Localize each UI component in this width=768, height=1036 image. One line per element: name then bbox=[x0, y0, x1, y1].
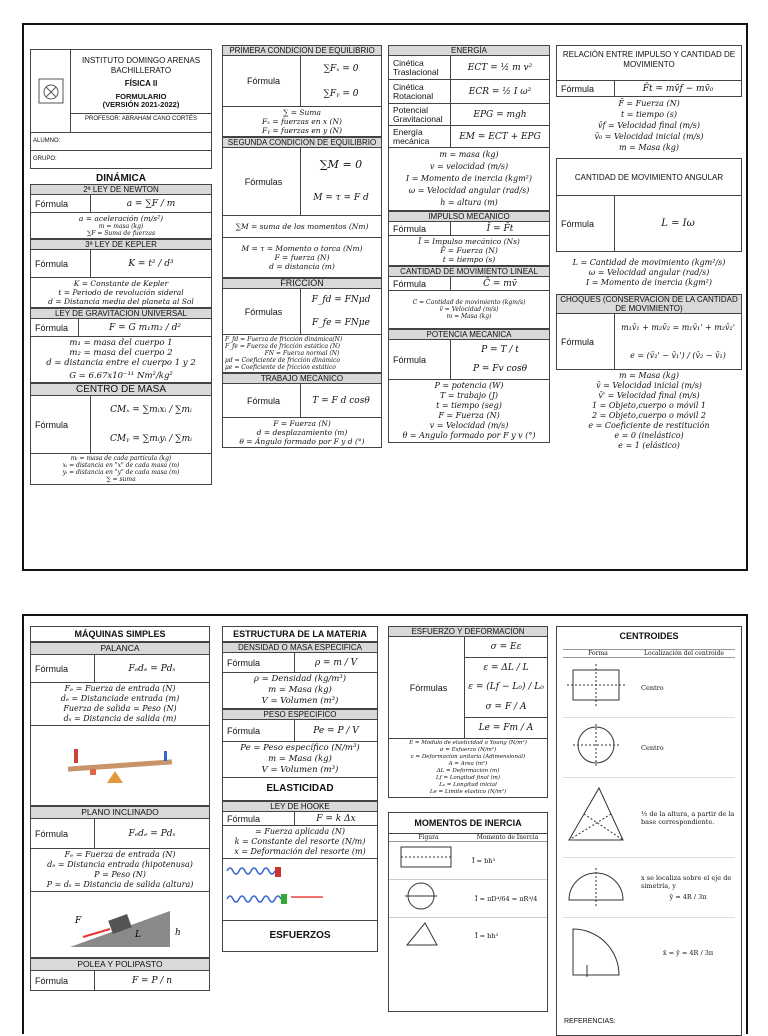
formula-label: Fórmula bbox=[557, 314, 615, 369]
newton2-formula: a = ∑F / m bbox=[126, 198, 176, 209]
esfuerzo-f0: σ = Eε bbox=[465, 637, 547, 658]
palanca-diagram bbox=[30, 726, 210, 806]
palanca-notes: Fₑ = Fuerza de entrada (N) dₑ = Distanciade entrada (m) Fuerza de salida = Peso (N) dₛ = Distancia de salida (m) bbox=[30, 683, 210, 726]
energia-label-2: Potencial Gravitacional bbox=[389, 104, 451, 125]
energia-formula-0: ECT = ½ m v² bbox=[467, 62, 533, 73]
esfuerzo-f1: ε = ΔL / L bbox=[483, 662, 529, 673]
impulso-rel-notes: F̄ = Fuerza (N) t = tiempo (s) v̄f = Velocidad final (m/s) v̄₀ = Velocidad inicial (m/s) m = Masa (kg) bbox=[594, 99, 704, 152]
dinamica-section bbox=[30, 173, 212, 485]
plano-header: PLANO INCLINADO bbox=[30, 806, 210, 819]
energia-label-1: Cinética Rotacional bbox=[389, 80, 451, 103]
friccion-header: FRICCION bbox=[222, 278, 382, 289]
centroide-semicircle-figure bbox=[563, 860, 633, 915]
palanca-header: PALANCA bbox=[30, 642, 210, 655]
hooke-header: LEY DE HOOKE bbox=[222, 801, 378, 812]
centroide-loc-4: ȳ = 4R / 3π bbox=[669, 893, 707, 901]
cm-formula-y: CMᵧ = ∑mᵢyᵢ / ∑mᵢ bbox=[110, 433, 192, 444]
column-equilibrio bbox=[222, 45, 382, 448]
referencias-label: REFERENCIAS: bbox=[564, 1018, 616, 1025]
formula-label: Fórmula bbox=[31, 250, 91, 277]
inercia-val-2: Ī = bh³ bbox=[475, 932, 499, 940]
dinamica-title: DINÁMICA bbox=[96, 173, 146, 184]
palanca-formula: Fₑdₑ = Pdₛ bbox=[128, 663, 176, 674]
column-dinamica bbox=[30, 49, 212, 485]
inercia-col-figura: Figura bbox=[418, 834, 439, 841]
newton2-notes: a = aceleración (m/s²) m = masa (kg) ∑F = Suma de fuerzas bbox=[30, 213, 212, 239]
densidad-formula: ρ = m / V bbox=[314, 657, 358, 668]
kepler3-notes: K = Constante de Kepler t = Periodo de revolución sideral d = Distancia media del planeta al Sol bbox=[30, 278, 212, 308]
plano-formula: Fₑdₑ = Pdₛ bbox=[128, 828, 176, 839]
column-materia bbox=[222, 626, 378, 952]
hooke-formula: F = k Δx bbox=[316, 813, 356, 824]
primera-condicion-header: PRIMERA CONDICION DE EQUILIBRIO bbox=[222, 45, 382, 55]
newton2-header: 2ª LEY DE NEWTON bbox=[30, 184, 212, 195]
polea-formula: F = P / n bbox=[131, 975, 173, 986]
maquinas-title: MÁQUINAS SIMPLES bbox=[30, 626, 210, 642]
elasticidad-title: ELASTICIDAD bbox=[222, 778, 378, 801]
resorte-diagram bbox=[222, 859, 378, 921]
eq1-formula-x: ∑Fₓ = 0 bbox=[323, 63, 359, 74]
esfuerzo-notes: E = Módulo de elasticidad o Young (N/m²) σ = Esfuerzo (N/m²) ε = Deformación unitaria (Adimensional) A = Área (m²) ΔL = Deformación (m) Lf = Longitud final (m) L₀ = Longitud inicial Le = Límite elastico (N/m²) bbox=[388, 739, 548, 798]
cml-header: CANTIDAD DE MOVIMIENTO LINEAL bbox=[388, 266, 550, 277]
potencia-notes: P = potencia (W) T = trabajo (J) t = tiempo (seg) F = Fuerza (N) v = Velocidad (m/s) θ = Ángulo formado por F y v (°) bbox=[388, 380, 550, 443]
formula-label: Fórmula bbox=[31, 819, 95, 848]
school-logo bbox=[31, 50, 71, 132]
cm-notes: mᵢ = masa de cada partícula (kg) xᵢ = distancia en "x" de cada masa (m) yᵢ = distancia en "y" de cada masa (m) ∑ = suma bbox=[30, 454, 212, 485]
centroide-loc-5: x̄ = ȳ = 4R / 3π bbox=[662, 949, 714, 957]
cm-formula-x: CMₓ = ∑mᵢxᵢ / ∑mᵢ bbox=[110, 405, 192, 416]
segunda-condicion-header: SEGUNDA CONDICION DE EQUILIBRIO bbox=[222, 137, 382, 148]
inercia-val-0: Ī = bh³ bbox=[472, 856, 496, 865]
alumno-field[interactable]: ALUMNO: bbox=[30, 133, 212, 151]
column-centroides bbox=[556, 626, 742, 1036]
choques-formula-2: e = (v̄₂' − v̄₁') / (v̄₂ − v̄₁) bbox=[630, 350, 726, 360]
centroides-col-forma: Forma bbox=[588, 650, 608, 657]
centroide-loc-3: x se localiza sobre el eje de simetría, y bbox=[641, 874, 732, 890]
inercia-col-momento: Momento de Inercia bbox=[476, 834, 539, 841]
esfuerzo-f4: Le = Fm / A bbox=[478, 723, 534, 734]
pe-formula: Pe = P / V bbox=[313, 725, 359, 736]
densidad-header: DENSIDAD O MASA ESPECIFICA bbox=[222, 642, 378, 653]
column-movimiento bbox=[556, 45, 742, 452]
cml-notes: C̄ = Cantidad de movimiento (kgm/s) v̄ = Velocidad (m/s) m = Masa (kg) bbox=[388, 291, 550, 329]
gravitacion-formula: F = G m₁m₂ / d² bbox=[109, 322, 181, 333]
esfuerzo-f3: σ = F / A bbox=[465, 697, 547, 718]
formula-label: Fórmula bbox=[31, 971, 95, 990]
school-name: INSTITUTO DOMINGO ARENAS bbox=[81, 56, 201, 65]
centroides-title: CENTROIDES bbox=[619, 631, 679, 641]
esfuerzo-f2: ε = (Lf − L₀) / L₀ bbox=[468, 682, 544, 693]
grupo-field[interactable]: GRUPO: bbox=[30, 151, 212, 169]
formula-label: Fórmula bbox=[223, 384, 301, 417]
formula-label: Fórmula bbox=[31, 396, 91, 453]
densidad-notes: ρ = Densidad (kg/m³) m = Masa (kg) V = Volumen (m³) bbox=[222, 673, 378, 709]
eq1-formula-y: ∑Fᵧ = 0 bbox=[323, 88, 359, 99]
centro-masa-header: CENTRO DE MASA bbox=[30, 383, 212, 396]
formula-label: Fórmula bbox=[223, 653, 295, 672]
formula-label: Fórmula bbox=[223, 56, 301, 106]
kepler3-header: 3ª LEY DE KEPLER bbox=[30, 239, 212, 250]
doc-version: (VERSIÓN 2021-2022) bbox=[102, 100, 180, 109]
formulas-label: Fórmulas bbox=[223, 289, 301, 334]
doc-title: FORMULARIO bbox=[115, 92, 167, 101]
energia-label-3: Energía mecánica bbox=[389, 126, 451, 147]
friccion-notes: F_fd = Fuerza de fricción dinámica(N) F_fe = Fuerza de fricción estática (N) FN = Fuerza normal (N) μd = Coeficiente de fricción dinámico μe = Coeficiente de fricción estático bbox=[222, 335, 382, 373]
svg-text:F: F bbox=[75, 915, 82, 926]
energia-notes: m = masa (kg) v = velocidad (m/s) I = Momento de inercia (kgm²) ω = Velocidad angular (rad/s) h = altura (m) bbox=[388, 148, 550, 211]
energia-label-0: Cinética Traslacional bbox=[389, 56, 451, 79]
centroide-loc-1: Centro bbox=[641, 743, 664, 752]
friccion-dinamica-formula: F_fd = FNμd bbox=[311, 295, 371, 306]
column-energia bbox=[388, 45, 550, 443]
centroide-circle-figure bbox=[563, 720, 633, 775]
subject: FÍSICA II bbox=[124, 79, 158, 88]
angular-formula: L = Iω bbox=[661, 218, 695, 229]
potencia-formula-1: P = T / t bbox=[481, 344, 519, 355]
gravitacion-header: LEY DE GRAVITACION UNIVERSAL bbox=[30, 308, 212, 319]
svg-text:h: h bbox=[175, 927, 181, 938]
column-esfuerzo bbox=[388, 626, 548, 1012]
school-level: BACHILLERATO bbox=[110, 66, 172, 75]
centroides-col-loc: Localización del centroide bbox=[644, 650, 724, 657]
impulso-rel-formula: F̄t = mv̄f − mv̄₀ bbox=[642, 83, 714, 94]
formula-label: Fórmula bbox=[389, 340, 451, 379]
inercia-box bbox=[388, 812, 548, 1012]
formula-label: Fórmula bbox=[557, 196, 615, 251]
impulso-rel-title: RELACIÓN ENTRE IMPULSO Y CANTIDAD DE MOVIMIENTO bbox=[556, 45, 742, 81]
gravitacion-notes: m₁ = masa del cuerpo 1 m₂ = masa del cuerpo 2 d = distancia entre el cuerpo 1 y 2 G = 6.67x10⁻¹¹ Nm²/kg² bbox=[30, 337, 212, 383]
kepler3-formula: K = t² / d³ bbox=[128, 258, 174, 269]
trabajo-formula: T = F d cosθ bbox=[312, 395, 370, 406]
formulas-label: Fórmulas bbox=[223, 148, 301, 215]
eq1-notes: ∑ = Suma Fₓ = fuerzas en x (N) Fᵧ = fuerzas en y (N) bbox=[222, 107, 382, 137]
centroide-loc-0: Centro bbox=[641, 683, 664, 692]
pe-notes: Pe = Peso específico (N/m³) m = Masa (kg) V = Volumen (m³) bbox=[222, 742, 378, 778]
esfuerzos-title: ESFUERZOS bbox=[222, 921, 378, 952]
inercia-title: MOMENTOS DE INERCIA bbox=[389, 813, 547, 834]
impulso-header: IMPULSO MECANICO bbox=[388, 211, 550, 222]
potencia-header: POTENCIA MECANICA bbox=[388, 329, 550, 340]
energia-formula-2: EPG = mgh bbox=[473, 109, 527, 120]
formula-label: Fórmula bbox=[31, 655, 95, 682]
impulso-formula: Ī = F̄t bbox=[486, 223, 514, 234]
formula-label: Fórmula bbox=[223, 812, 295, 825]
centroide-rect-figure bbox=[563, 660, 633, 715]
energia-header: ENERGÍA bbox=[388, 45, 550, 56]
centroide-quarter-figure bbox=[563, 921, 633, 986]
potencia-formula-2: P = Fv cosθ bbox=[472, 364, 527, 375]
hooke-notes: = Fuerza aplicada (N) k = Constante del resorte (N/m) x = Deformación del resorte (m) bbox=[222, 826, 378, 859]
choques-notes: m = Masa (kg) v̄ = Velocidad inicial (m/s) v̄' = Velocidad final (m/s) 1 = Objeto,cuerpo o móvil 1 2 = Objeto,cuerpo o móvil 2 e = Coeficiente de restitución e = 0 (inelástico) e = 1 (elástico) bbox=[588, 371, 710, 450]
eq2-notes: M = τ = Momento o torca (Nm) F = fuerza (N) d = distancia (m) bbox=[222, 238, 382, 278]
polea-header: POLEA Y POLIPASTO bbox=[30, 958, 210, 971]
sum-momentos: ∑M = suma de los momentos (Nm) bbox=[222, 216, 382, 238]
angular-notes: L = Cantidad de movimiento (kgm²/s) ω = Velocidad angular (rad/s) I = Momento de inercia (kgm²) bbox=[572, 258, 726, 287]
formulas-label: Fórmulas bbox=[389, 637, 465, 738]
energia-formula-1: ECR = ½ I ω² bbox=[468, 86, 532, 97]
formula-label: Fórmula bbox=[31, 195, 91, 212]
friccion-estatica-formula: F_fe = FNμe bbox=[312, 317, 370, 328]
formula-label: Fórmula bbox=[389, 277, 451, 290]
formula-label: Fórmula bbox=[223, 720, 295, 741]
centroides-box bbox=[556, 626, 742, 1036]
eq2-formula-torque: M = τ = F d bbox=[313, 193, 369, 204]
peso-especifico-header: PESO ESPECIFICO bbox=[222, 709, 378, 720]
trabajo-header: TRABAJO MECANICO bbox=[222, 373, 382, 384]
header-box bbox=[30, 49, 212, 133]
svg-text:L: L bbox=[135, 929, 141, 940]
inercia-val-1: Ī = πD⁴/64 = πR⁴/4 bbox=[475, 894, 538, 903]
formula-label: Fórmula bbox=[557, 81, 615, 96]
cml-formula: C̄ = mv̄ bbox=[483, 278, 517, 289]
choques-header: CHOQUES (CONSERVACION DE LA CANTIDAD DE MOVIMIENTO) bbox=[556, 294, 742, 314]
esfuerzo-header: ESFUERZO Y DEFORMACION bbox=[388, 626, 548, 637]
professor: PROFESOR: ABRAHAM CANO CORTÉS bbox=[71, 113, 211, 124]
plano-diagram bbox=[30, 892, 210, 958]
angular-title: CANTIDAD DE MOVIMIENTO ANGULAR bbox=[556, 158, 742, 196]
centroide-loc-2: ⅓ de la altura, a partir de la base correspondiente. bbox=[641, 809, 735, 826]
trabajo-notes: F = Fuerza (N) d = desplazamiento (m) θ = Ángulo formado por F y d (°) bbox=[222, 418, 382, 448]
centroide-triangle-figure bbox=[563, 780, 633, 855]
impulso-notes: Ī = Impulso mecánico (Ns) F̄ = Fuerza (N) t = tiempo (s) bbox=[388, 236, 550, 266]
column-maquinas bbox=[30, 626, 210, 991]
plano-notes: Fₑ = Fuerza de entrada (N) dₑ = Distancia entrada (hipotenusa) P = Peso (N) P = dₛ = Distancia de salida (altura) bbox=[30, 849, 210, 892]
formula-label: Fórmula bbox=[389, 222, 451, 235]
formulario-sheet-1 bbox=[22, 23, 748, 571]
formula-label: Fórmula bbox=[31, 319, 79, 336]
energia-formula-3: EM = ECT + EPG bbox=[459, 131, 541, 142]
eq2-formula-sum: ∑M = 0 bbox=[319, 158, 363, 172]
formulario-sheet-2 bbox=[22, 614, 748, 1034]
materia-title: ESTRUCTURA DE LA MATERIA bbox=[222, 626, 378, 642]
choques-formula-1: m₁v̄₁ + m₂v̄₂ = m₁v̄₁' + m₂v̄₂' bbox=[621, 323, 735, 333]
